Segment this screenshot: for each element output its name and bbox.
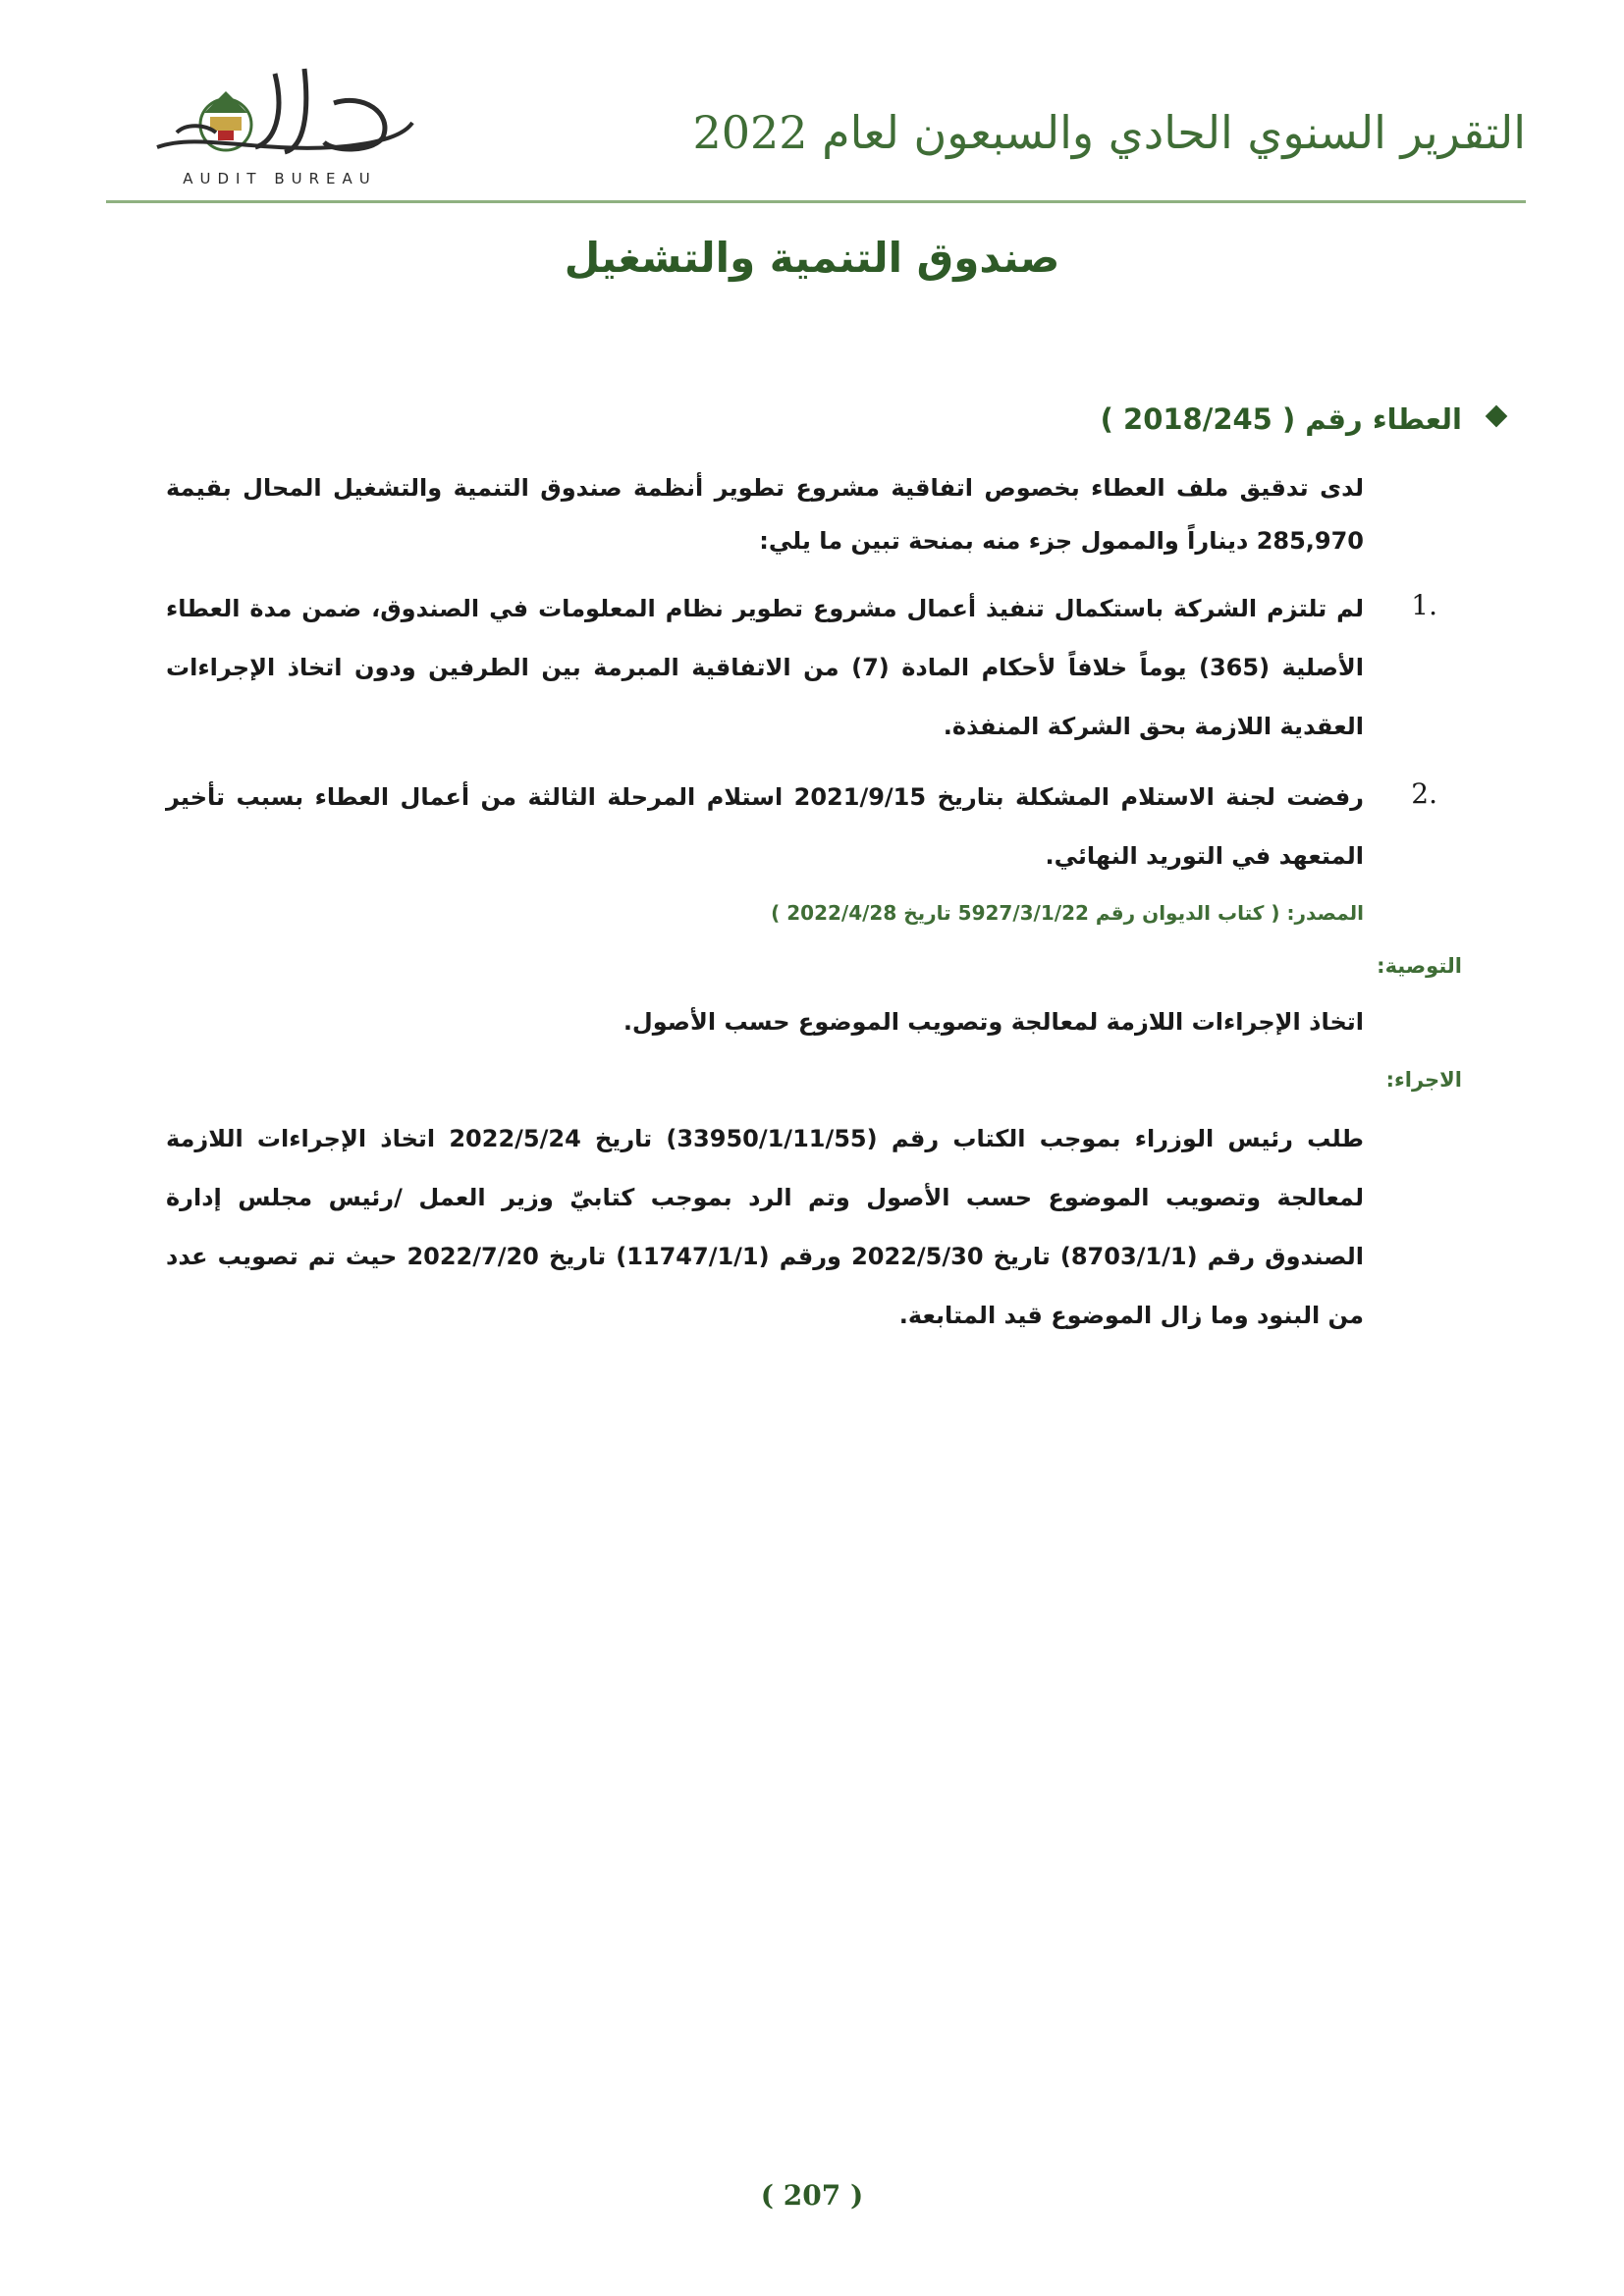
finding-number-2: 2. <box>1411 777 1437 810</box>
action-heading: الاجراء: <box>1385 1068 1462 1092</box>
intro-paragraph: لدى تدقيق ملف العطاء بخصوص اتفاقية مشروع تطوير أنظمة صندوق التنمية والتشغيل المحال بقيمة 285,970 ديناراً والممول جزء منه بمنحة تبين ما يلي: <box>166 474 1364 555</box>
finding-text-1: لم تلتزم الشركة باستكمال تنفيذ أعمال مشروع تطوير نظام المعلومات في الصندوق، ضمن مدة العطاء الأصلية (365) يوماً خلافاً لأحكام المادة (7) من الاتفاقية المبرمة بين الطرفين ودون اتخاذ الإجراءات العقدية اللازمة بحق الشركة المنفذة. <box>166 595 1364 740</box>
logo-subtitle: AUDIT BUREAU <box>183 170 377 187</box>
audit-bureau-logo <box>137 54 422 191</box>
logo-emblem-icon <box>137 54 422 191</box>
header-divider <box>106 200 1526 203</box>
recommendation-heading: التوصية: <box>1377 954 1462 978</box>
page-number: ( 207 ) <box>760 2179 864 2212</box>
recommendation-text: اتخاذ الإجراءات اللازمة لمعالجة وتصويب الموضوع حسب الأصول. <box>623 1008 1364 1036</box>
finding-number-1: 1. <box>1411 589 1437 621</box>
finding-item-1 <box>166 579 1437 756</box>
page-title: صندوق التنمية والتشغيل <box>564 234 1060 282</box>
tender-heading: العطاء رقم ( 2018/245 ) <box>1100 402 1462 436</box>
source-reference: المصدر: ( كتاب الديوان رقم 5927/3/1/22 تاريخ 2022/4/28 ) <box>771 901 1364 925</box>
finding-item-2 <box>166 768 1437 885</box>
report-header-title: التقرير السنوي الحادي والسبعون لعام 2022 <box>692 106 1526 159</box>
finding-text-2: رفضت لجنة الاستلام المشكلة بتاريخ 2021/9/15 استلام المرحلة الثالثة من أعمال العطاء بسبب تأخير المتعهد في التوريد النهائي. <box>166 783 1365 870</box>
diamond-bullet-icon <box>1486 405 1508 428</box>
action-text: طلب رئيس الوزراء بموجب الكتاب رقم (33950/1/11/55) تاريخ 2022/5/24 اتخاذ الإجراءات اللازمة لمعالجة وتصويب الموضوع حسب الأصول وتم الرد بموجب كتابيّ وزير العمل /رئيس مجلس إدارة الصندوق رقم (8703/1/1) تاريخ 2022/5/30 ورقم (11747/1/1) تاريخ 2022/7/20 حيث تم تصويب عدد من البنود وما زال الموضوع قيد المتابعة. <box>166 1125 1365 1329</box>
